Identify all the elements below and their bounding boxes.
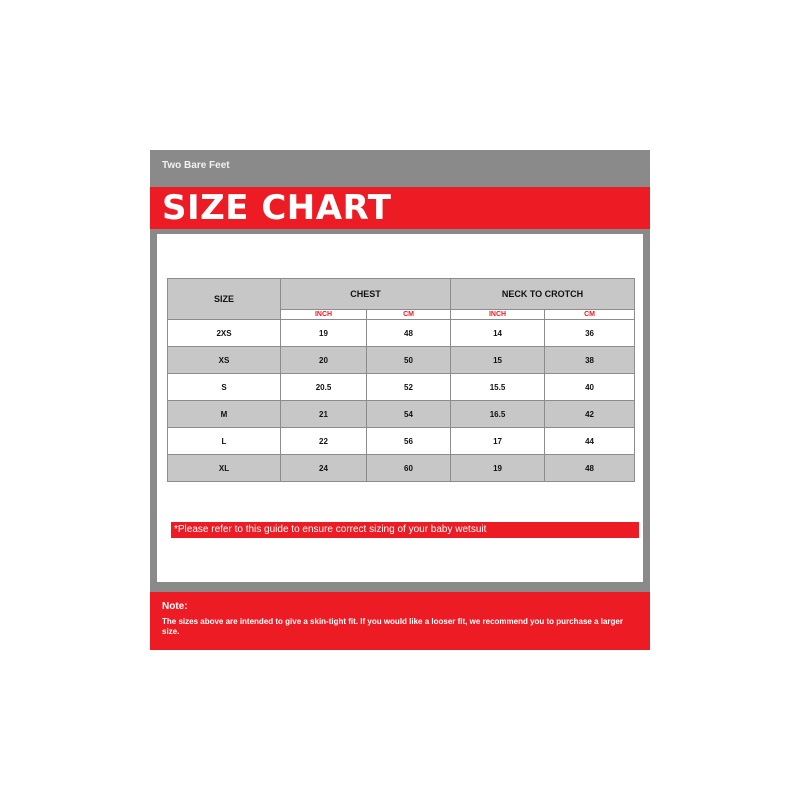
- unit-neck-inch: INCH: [451, 310, 545, 320]
- note-title: Note:: [162, 601, 188, 612]
- brand-name: Two Bare Feet: [162, 160, 230, 171]
- cell-size: M: [168, 401, 281, 428]
- cell-chest-inch: 24: [281, 455, 367, 482]
- header-chest: CHEST: [281, 279, 451, 310]
- cell-neck-inch: 15: [451, 347, 545, 374]
- note-section: [150, 592, 650, 650]
- cell-neck-inch: 16.5: [451, 401, 545, 428]
- unit-chest-inch: INCH: [281, 310, 367, 320]
- cell-neck-inch: 15.5: [451, 374, 545, 401]
- chart-panel: [157, 234, 643, 582]
- table-header-row: [168, 279, 635, 310]
- table-row: [168, 455, 635, 482]
- cell-chest-cm: 56: [367, 428, 451, 455]
- note-text: The sizes above are intended to give a skin-tight fit. If you would like a looser fit, we recommend you to purchase a larger size.: [162, 617, 623, 636]
- unit-chest-cm: CM: [367, 310, 451, 320]
- title-banner: [150, 187, 650, 229]
- cell-chest-cm: 54: [367, 401, 451, 428]
- cell-chest-cm: 52: [367, 374, 451, 401]
- header-neck-to-crotch: NECK TO CROTCH: [451, 279, 635, 310]
- cell-neck-inch: 17: [451, 428, 545, 455]
- cell-neck-cm: 36: [545, 320, 635, 347]
- cell-size: S: [168, 374, 281, 401]
- size-table: [167, 278, 635, 482]
- cell-neck-cm: 48: [545, 455, 635, 482]
- cell-size: 2XS: [168, 320, 281, 347]
- cell-neck-cm: 40: [545, 374, 635, 401]
- table-row: [168, 401, 635, 428]
- table-row: [168, 428, 635, 455]
- header-size: SIZE: [168, 279, 281, 320]
- cell-chest-inch: 19: [281, 320, 367, 347]
- cell-chest-inch: 20: [281, 347, 367, 374]
- table-row: [168, 374, 635, 401]
- cell-neck-cm: 44: [545, 428, 635, 455]
- cell-chest-inch: 20.5: [281, 374, 367, 401]
- table-row: [168, 347, 635, 374]
- page-title: SIZE CHART: [162, 188, 392, 228]
- cell-chest-inch: 21: [281, 401, 367, 428]
- cell-size: L: [168, 428, 281, 455]
- table-row: [168, 320, 635, 347]
- cell-chest-cm: 50: [367, 347, 451, 374]
- size-chart-card: [150, 150, 650, 650]
- sizing-notice: *Please refer to this guide to ensure correct sizing of your baby wetsuit: [171, 522, 639, 538]
- cell-size: XS: [168, 347, 281, 374]
- cell-chest-cm: 48: [367, 320, 451, 347]
- unit-neck-cm: CM: [545, 310, 635, 320]
- cell-neck-inch: 14: [451, 320, 545, 347]
- cell-neck-cm: 38: [545, 347, 635, 374]
- cell-chest-cm: 60: [367, 455, 451, 482]
- cell-neck-cm: 42: [545, 401, 635, 428]
- cell-neck-inch: 19: [451, 455, 545, 482]
- cell-chest-inch: 22: [281, 428, 367, 455]
- cell-size: XL: [168, 455, 281, 482]
